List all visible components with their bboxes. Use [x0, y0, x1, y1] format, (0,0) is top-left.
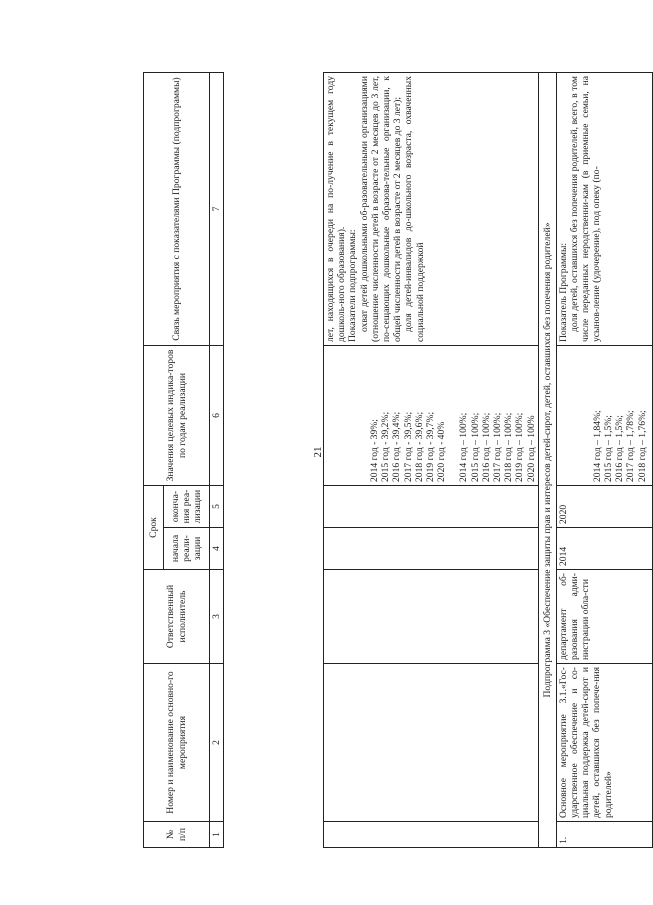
header-num-2: 2: [210, 664, 224, 822]
header-num-5: 5: [210, 486, 224, 528]
row1-executor: департамент об-разования адми-нистрации обла-сти: [556, 570, 652, 664]
header-col-start: начала реали-зации: [164, 528, 210, 570]
header-num-7: 7: [210, 73, 224, 346]
row1-values: 2014 год – 1,84%; 2015 год – 1,5%; 2016 год – 1,5%; 2017 год – 1,78%; 2018 год – 1,76%;: [556, 346, 652, 486]
rotated-table-area: [143, 73, 648, 848]
row1-start: 2014: [556, 528, 652, 570]
header-col-term: Срок: [144, 486, 164, 570]
row1-end: 2020: [556, 486, 652, 528]
body-table: [323, 72, 653, 848]
header-num-6: 6: [210, 346, 224, 486]
subprogram-title: Подпрограмма 3 «Обеспечение защиты прав и интересов детей-сирот, детей, оставшихся без попечения родителей»: [538, 73, 556, 848]
values-cell-continued: 2014 год - 39%; 2015 год - 39,2%; 2016 год - 39,4%; 2017 год - 39,5%; 2018 год - 39,6%; 2019 год - 39,7%; 2020 год - 40% 2014 год – 100%; 2015 год – 100%; 2016 год – 100%; 2017 год – 100%; 2018 год – 100%; 2019 год – 100%; 2020 год – 100%: [324, 346, 539, 486]
header-col-values: Значения целевых индика-торов по годам реализации: [144, 346, 210, 486]
row1-link: Показатель Программы: доля детей, оставшихся без попечения родителей, всего, в том числе переданных неродственни-кам (в приемные семьи, на усынов-ление (удочерение), под опеку (по-: [556, 73, 652, 346]
header-num-1: 1: [210, 822, 224, 848]
row1-name: Основное мероприятие 3.1.«Гос-ударственное обеспечение и со-циальная поддержка детей-сирот и детей, оставшихся без попече-ния родителей»: [556, 664, 652, 822]
table-row-1: [556, 73, 652, 848]
header-col-name: Номер и наименование основно-го мероприятия: [144, 664, 210, 822]
table-row-continued: [324, 73, 539, 848]
header-col-link: Связь мероприятия с показателями Программы (подпрограммы): [144, 73, 210, 346]
header-col-executor: Ответственный исполнитель: [144, 570, 210, 664]
header-table: [143, 72, 224, 848]
row1-number: 1.: [556, 822, 652, 848]
header-num-4: 4: [210, 528, 224, 570]
header-num-3: 3: [210, 570, 224, 664]
header-col-number: № п/п: [144, 822, 210, 848]
link-cell-continued: лет, находящихся в очереди на по-лучение в текущем году дошколь-ного образования). Показатели подпрограммы: охват детей дошкольными об-разовательными организациями (отношение численности детей в возрасте от 2 месяцев до 3 лет, по-сещающих дошкольные образова-тельные организации, к общей численности детей в возрасте от 2 месяцев до 3 лет); доля детей-инвалидов до-школьного возраста, охваченных социальной поддержкой: [324, 73, 539, 346]
page-number: 21: [312, 446, 324, 458]
header-col-end: оконча-ния реа-лизации: [164, 486, 210, 528]
